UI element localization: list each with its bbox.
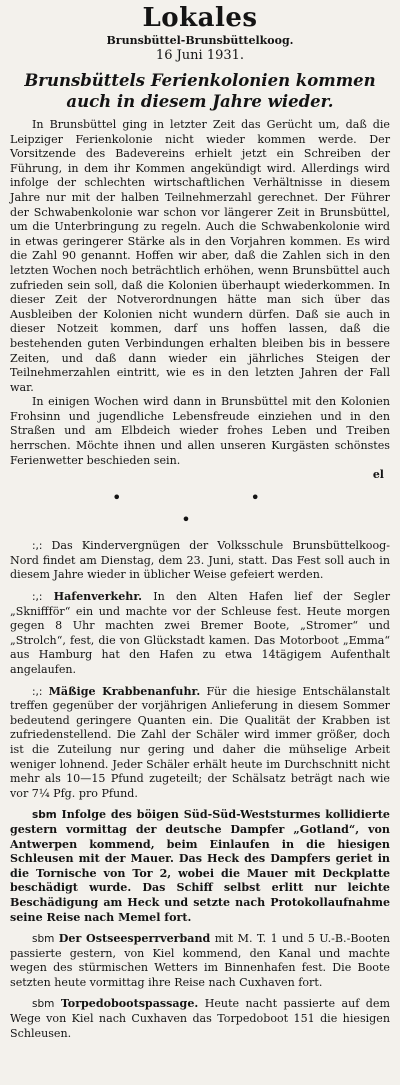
news-item <box>10 932 390 990</box>
news-list <box>10 539 390 1041</box>
news-marker: sbm <box>32 998 55 1011</box>
news-text: Für die hiesige Entschälanstalt treffen gegenüber der vorjährigen Anlieferung in diesem Sommer bedeutend geringere Quanten ein. Die Qualität der Krabben ist zufriedenstellend. Die Zahl der Schäler wird immer größer, doch ist die Zuteilung nur gering und daher die mühselige Arbeit weniger lohnend. Jeder Schäler erhält heute im Durchschnitt nicht mehr als 10—15 Pfund zugeteilt; der Schälsatz beträgt nach wie vor 7¼ Pfg. pro Pfund. <box>10 684 391 800</box>
news-marker: sbm <box>32 809 57 822</box>
section-separator: • • • <box>112 488 322 530</box>
news-text: mit M. T. 1 und 5 U.-B.-Booten passierte gestern, von Kiel kommend, den Kanal und machte wegen des stürmischen Wetters im Binnenhafen fest. Die Boote setzten heute vormittag ihre Reise nach Cuxhaven fort. <box>10 932 391 989</box>
news-text: Infolge des böigen Süd-Süd-Weststurmes kollidierte gestern vormittag der deutsche Dampfer „Gotland“, von Antwerpen kommend, beim Einlaufen in die hiesigen Schleusen mit der Mauer. Das Heck des Dampfers geriet in die Tornische von Tor 2, wobei die Mauer mit Deckplatte beschädigt wurde. Das Schiff selbst erlitt nur leichte Beschädigung am Heck und setzte nach Protokollaufnahme seine Reise nach Memel fort. <box>10 808 390 924</box>
news-text: Heute nacht passierte auf dem Wege von Kiel nach Cuxhaven das Torpedoboot 151 die hiesigen Schleusen. <box>10 997 390 1040</box>
news-marker: :,: <box>32 685 43 698</box>
dateline-place: Brunsbüttel-Brunsbüttelkoog. <box>106 34 294 47</box>
article-headline: Brunsbüttels Ferienkolonien kommen auch in diesem Jahre wieder. <box>24 71 376 111</box>
news-marker: :,: <box>32 540 43 553</box>
news-marker: :,: <box>32 591 43 604</box>
news-item <box>10 808 390 925</box>
section-masthead: Lokales <box>142 3 258 33</box>
news-lead: Torpedobootspassage. <box>60 997 199 1011</box>
news-lead: Der Ostseesperrverband <box>58 932 211 946</box>
dateline-date: 16 Juni 1931. <box>155 48 245 63</box>
article-paragraph: In Brunsbüttel ging in letzter Zeit das Gerücht um, daß die Leipziger Ferienkolonie nicht wieder kommen werde. Der Vorsitzende des Badevereins erhielt jetzt ein Schreiben der Führung, in dem ihr Kommen angekündigt wird. Allerdings wird infolge der schlechten wirtschaftlichen Verhältnisse in diesem Jahre nur mit der halben Teilnehmerzahl gerechnet. Der Führer der Schwabenkolonie war schon vor längerer Zeit in Brunsbüttel, um die Unterbringung zu regeln. Auch die Schwabenkolonie wird in etwas geringerer Stärke als in den Vorjahren kommen. Es wird die Zahl 90 genannt. Hoffen wir aber, daß die Zahlen sich in den letzten Wochen noch beträchtlich erhöhen, wenn Brunsbüttel auch zufrieden sein soll, daß die Kolonien überhaupt wiederkommen. In dieser Zeit der Notverordnungen hätte man sich über das Ausbleiben der Kolonien nicht wundern dürfen. Daß sie auch in dieser Notzeit kommen, darf uns hoffen lassen, daß die bestehenden guten Verbindungen erhalten bleiben bis in bessere Zeiten, und daß dann wieder ein jährliches Steigen der Teilnehmerzahlen eintritt, wie es in den letzten Jahren der Fall war. <box>10 118 390 394</box>
article-paragraph: In einigen Wochen wird dann in Brunsbüttel mit den Kolonien Frohsinn und jugendliche Lebensfreude einziehen und in den Straßen und am Elbdeich wieder frohes Leben und Treiben herrschen. Möchte ihnen und allen unseren Kurgästen schönstes Ferienwetter beschieden sein. <box>10 395 390 467</box>
news-lead: Hafenverkehr. <box>53 590 143 604</box>
news-text: In den Alten Hafen lief der Segler „Skniffför“ ein und machte vor der Schleuse fest. Heute morgen gegen 8 Uhr machten zwei Bremer Boote, „Stromer“ und „Strolch“, fest, die von Glückstadt kamen. Das Motorboot „Emma“ aus Hamburg hat den Hafen zu etwa 14tägigem Aufenthalt angelaufen. <box>10 590 391 676</box>
article-signature: el <box>372 468 384 482</box>
news-item <box>10 539 390 583</box>
news-item <box>10 685 390 802</box>
news-text: Das Kindervergnügen der Volksschule Brunsbüttelkoog-Nord findet am Dienstag, dem 23. Juni, statt. Das Fest soll auch in diesem Jahre wieder in üblicher Weise gefeiert werden. <box>10 539 390 582</box>
news-lead: Mäßige Krabbenanfuhr. <box>48 684 201 698</box>
news-item <box>10 590 390 678</box>
news-item <box>10 997 390 1041</box>
news-marker: sbm <box>32 933 55 946</box>
